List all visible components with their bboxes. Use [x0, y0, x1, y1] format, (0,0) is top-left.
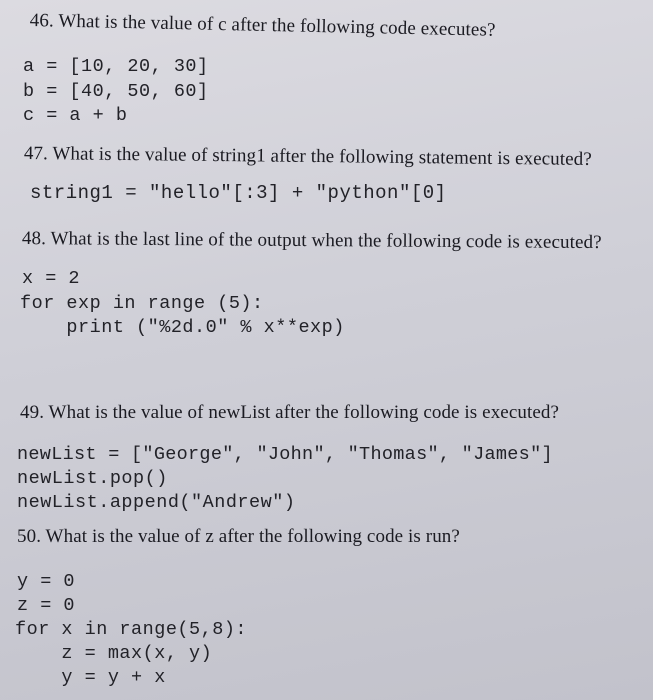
- question-49: 49. What is the value of newList after the following code is executed?: [20, 402, 559, 423]
- q47-code-line-1: string1 = "hello"[:3] + "python"[0]: [30, 182, 447, 204]
- q48-code-line-2: for exp in range (5):: [20, 293, 264, 314]
- q50-code-line-4: z = max(x, y): [15, 643, 213, 664]
- question-46: 46. What is the value of c after the following code executes?: [29, 10, 496, 41]
- q48-code-line-3: print ("%2d.0" % x**exp): [20, 317, 345, 338]
- q46-code-line-3: c = a + b: [23, 105, 128, 126]
- q50-code-line-1: y = 0: [17, 571, 76, 592]
- question-47: 47. What is the value of string1 after the following statement is executed?: [23, 143, 592, 170]
- q50-code-line-3: for x in range(5,8):: [15, 619, 248, 640]
- q50-code-line-5: y = y + x: [15, 667, 166, 688]
- q50-code-line-2: z = 0: [17, 595, 76, 616]
- question-48: 48. What is the last line of the output when the following code is executed?: [21, 228, 602, 254]
- q49-code-line-1: newList = ["George", "John", "Thomas", "James"]: [17, 444, 553, 465]
- q49-code-line-3: newList.append("Andrew"): [17, 492, 296, 513]
- question-50: 50. What is the value of z after the following code is run?: [17, 526, 460, 547]
- q46-code-line-2: b = [40, 50, 60]: [23, 81, 209, 102]
- q46-code-line-1: a = [10, 20, 30]: [23, 56, 209, 77]
- q48-code-line-1: x = 2: [22, 268, 81, 289]
- q49-code-line-2: newList.pop(): [17, 468, 168, 489]
